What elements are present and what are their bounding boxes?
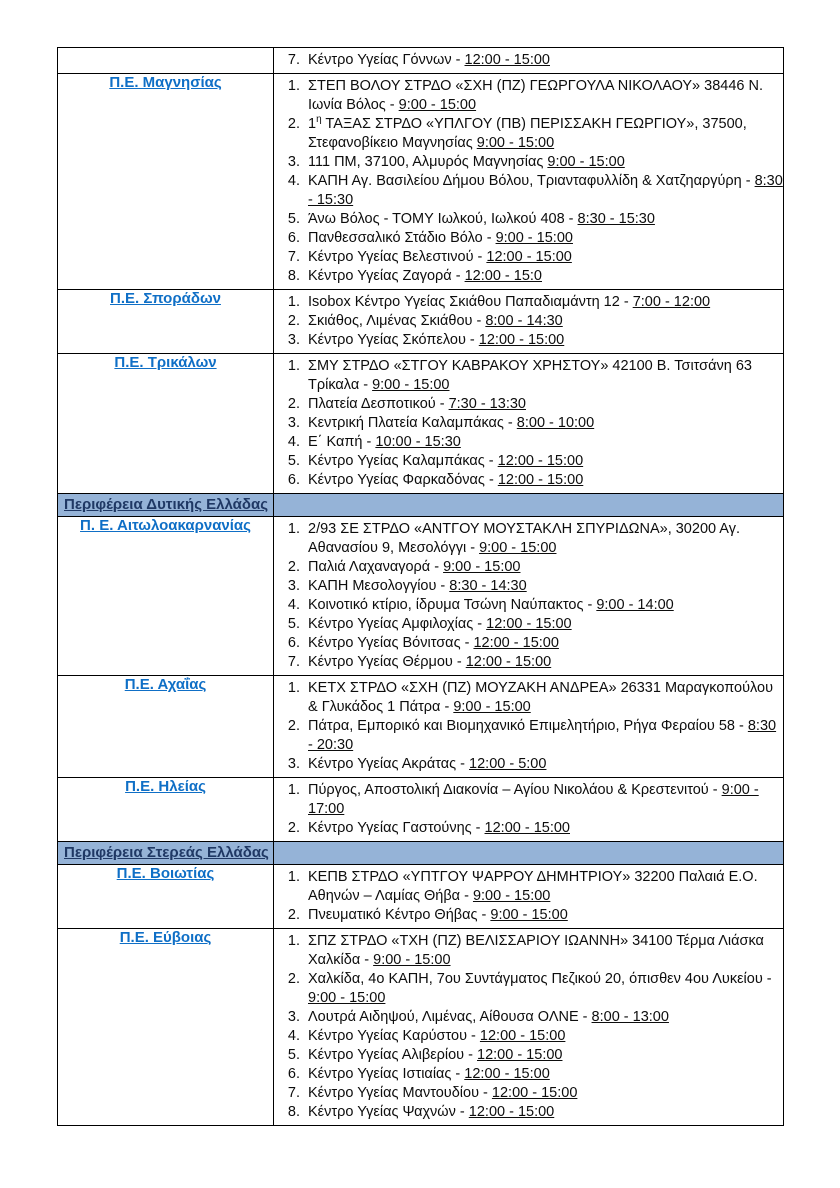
region-row <box>58 74 784 290</box>
location-item: 8. Κέντρο Υγείας Ψαχνών - 12:00 - 15:00 <box>304 1103 783 1122</box>
location-item: 3. Κεντρική Πλατεία Καλαμπάκας - 8:00 - 10:00 <box>304 414 783 433</box>
location-item: 5. Κέντρο Υγείας Καλαμπάκας - 12:00 - 15:00 <box>304 452 783 471</box>
region-link[interactable]: Π.Ε. Βοιωτίας <box>116 865 215 882</box>
location-item: 2. Παλιά Λαχαναγορά - 9:00 - 15:00 <box>304 558 783 577</box>
location-item: 5. Άνω Βόλος - ΤΟΜΥ Ιωλκού, Ιωλκού 408 - 8:30 - 15:30 <box>304 210 783 229</box>
schedule-table-body <box>58 48 784 1126</box>
opening-hours: 7:00 - 12:00 <box>632 294 711 310</box>
opening-hours: 8:30 - 15:30 <box>308 173 783 208</box>
opening-hours: 12:00 - 15:00 <box>486 249 572 265</box>
opening-hours: 12:00 - 15:00 <box>464 1066 550 1082</box>
items-cell <box>274 929 784 1126</box>
region-row <box>58 865 784 929</box>
location-item: 2. Χαλκίδα, 4ο ΚΑΠΗ, 7ου Συντάγματος Πεζικού 20, όπισθεν 4ου Λυκείου - 9:00 - 15:00 <box>304 970 783 1008</box>
location-text: 1 <box>308 116 317 132</box>
region-cell <box>58 74 274 290</box>
opening-hours: 9:00 - 15:00 <box>373 952 451 968</box>
opening-hours: 12:00 - 15:00 <box>491 1085 578 1101</box>
opening-hours: 7:30 - 13:30 <box>448 396 526 412</box>
region-link[interactable]: Π. Ε. Αιτωλοακαρνανίας <box>80 517 251 534</box>
section-empty-cell <box>274 494 784 517</box>
location-item: 3. Κέντρο Υγείας Ακράτας - 12:00 - 5:00 <box>304 755 783 774</box>
opening-hours: 8:30 - 15:30 <box>577 211 655 227</box>
location-item: 1. ΣΜΥ ΣΤΡΔΟ «ΣΤΓΟΥ ΚΑΒΡΑΚΟΥ ΧΡΗΣΤΟΥ» 42100 Β. Τσιτσάνη 63 Τρίκαλα - 9:00 - 15:00 <box>304 357 783 395</box>
section-title: Περιφέρεια Στερεάς Ελλάδας <box>64 844 269 861</box>
region-cell <box>58 354 274 494</box>
location-item: 3. ΚΑΠΗ Μεσολογγίου - 8:30 - 14:30 <box>304 577 783 596</box>
region-cell <box>58 48 274 74</box>
opening-hours: 12:00 - 15:00 <box>477 1047 563 1063</box>
schedule-table <box>57 47 784 1126</box>
opening-hours: 9:00 - 15:00 <box>453 699 531 715</box>
opening-hours: 12:00 - 5:00 <box>469 756 547 772</box>
region-cell <box>58 290 274 354</box>
location-list <box>274 293 783 350</box>
opening-hours: 9:00 - 15:00 <box>490 907 568 923</box>
location-item: 7. Κέντρο Υγείας Βελεστινού - 12:00 - 15:00 <box>304 248 783 267</box>
location-item: 6. Κέντρο Υγείας Βόνιτσας - 12:00 - 15:00 <box>304 634 783 653</box>
region-row <box>58 929 784 1126</box>
section-header-row <box>58 494 784 517</box>
section-title-cell <box>58 494 274 517</box>
location-item: 7. Κέντρο Υγείας Θέρμου - 12:00 - 15:00 <box>304 653 783 672</box>
opening-hours: 12:00 - 15:00 <box>465 654 552 670</box>
location-list <box>274 51 783 70</box>
location-item: 2. Πνευματικό Κέντρο Θήβας - 9:00 - 15:00 <box>304 906 783 925</box>
location-list <box>274 868 783 925</box>
location-item: 2. Πάτρα, Εμπορικό και Βιομηχανικό Επιμελητήριο, Ρήγα Φεραίου 58 - 8:30 - 20:30 <box>304 717 783 755</box>
location-item: 1. ΣΤΕΠ ΒΟΛΟΥ ΣΤΡΔΟ «ΣΧΗ (ΠΖ) ΓΕΩΡΓΟΥΛΑ ΝΙΚΟΛΑΟΥ» 38446 Ν. Ιωνία Βόλος - 9:00 - 15:00 <box>304 77 783 115</box>
opening-hours: 12:00 - 15:00 <box>479 1028 566 1044</box>
region-link[interactable]: Π.Ε. Τρικάλων <box>114 354 217 371</box>
location-item: 1. ΚΕΤΧ ΣΤΡΔΟ «ΣΧΗ (ΠΖ) ΜΟΥΖΑΚΗ ΑΝΔΡΕΑ» 26331 Μαραγκοπούλου & Γλυκάδος 1 Πάτρα - 9:00 - 15:00 <box>304 679 783 717</box>
location-list <box>274 932 783 1122</box>
region-row <box>58 778 784 842</box>
opening-hours: 10:00 - 15:30 <box>375 434 461 450</box>
section-title: Περιφέρεια Δυτικής Ελλάδας <box>64 496 269 513</box>
location-item: 6. Κέντρο Υγείας Φαρκαδόνας - 12:00 - 15:00 <box>304 471 783 490</box>
location-item: 6. Πανθεσσαλικό Στάδιο Βόλο - 9:00 - 15:00 <box>304 229 783 248</box>
location-item: 1. ΚΕΠΒ ΣΤΡΔΟ «ΥΠΤΓΟΥ ΨΑΡΡΟΥ ΔΗΜΗΤΡΙΟΥ» 32200 Παλαιά Ε.Ο. Αθηνών – Λαμίας Θήβα - 9:00 - 15:00 <box>304 868 783 906</box>
items-cell <box>274 865 784 929</box>
opening-hours: 8:30 - 20:30 <box>308 718 777 753</box>
location-item: 4. Κοινοτικό κτίριο, ίδρυμα Τσώνη Ναύπακτος - 9:00 - 14:00 <box>304 596 783 615</box>
opening-hours: 9:00 - 15:00 <box>472 888 551 904</box>
opening-hours: 12:00 - 15:00 <box>484 820 570 836</box>
items-cell <box>274 778 784 842</box>
location-item: 6. Κέντρο Υγείας Ιστιαίας - 12:00 - 15:00 <box>304 1065 783 1084</box>
items-cell <box>274 676 784 778</box>
opening-hours: 12:00 - 15:00 <box>468 1104 555 1120</box>
region-cell <box>58 778 274 842</box>
opening-hours: 12:00 - 15:00 <box>497 453 584 469</box>
location-item: 1. Πύργος, Αποστολική Διακονία – Αγίου Νικολάου & Κρεστενιτού - 9:00 - 17:00 <box>304 781 783 819</box>
location-text: ΤΑΞΑΣ ΣΤΡΔΟ «ΥΠΛΓΟΥ (ΠΒ) ΠΕΡΙΣΣΑΚΗ ΓΕΩΡΓΙΟΥ», 37500, Στεφανοβίκειο Μαγνησίας <box>308 116 747 151</box>
location-item: 3. 111 ΠΜ, 37100, Αλμυρός Μαγνησίας 9:00 - 15:00 <box>304 153 783 172</box>
region-cell <box>58 517 274 676</box>
opening-hours: 12:00 - 15:00 <box>473 635 559 651</box>
location-item: 1. 2/93 ΣΕ ΣΤΡΔΟ «ΑΝΤΓΟΥ ΜΟΥΣΤΑΚΛΗ ΣΠΥΡΙΔΩΝΑ», 30200 Αγ. Αθανασίου 9, Μεσολόγγι - 9:00 - 15:00 <box>304 520 783 558</box>
region-link[interactable]: Π.Ε. Μαγνησίας <box>109 74 222 91</box>
location-item: 4. Κέντρο Υγείας Καρύστου - 12:00 - 15:00 <box>304 1027 783 1046</box>
location-item: 1. Isobox Κέντρο Υγείας Σκιάθου Παπαδιαμάντη 12 - 7:00 - 12:00 <box>304 293 783 312</box>
items-cell <box>274 290 784 354</box>
items-cell <box>274 517 784 676</box>
opening-hours: 12:00 - 15:00 <box>464 52 550 68</box>
location-item: 2. Κέντρο Υγείας Γαστούνης - 12:00 - 15:00 <box>304 819 783 838</box>
location-item: 5. Κέντρο Υγείας Αλιβερίου - 12:00 - 15:00 <box>304 1046 783 1065</box>
location-item: 8. Κέντρο Υγείας Ζαγορά - 12:00 - 15:0 <box>304 267 783 286</box>
location-list <box>274 781 783 838</box>
section-empty-cell <box>274 842 784 865</box>
location-item: 2. Σκιάθος, Λιμένας Σκιάθου - 8:00 - 14:30 <box>304 312 783 331</box>
opening-hours: 9:00 - 15:00 <box>398 97 477 113</box>
region-row <box>58 48 784 74</box>
opening-hours: 9:00 - 15:00 <box>547 154 625 170</box>
region-row <box>58 290 784 354</box>
region-row <box>58 354 784 494</box>
items-cell <box>274 354 784 494</box>
opening-hours: 12:00 - 15:00 <box>497 472 584 488</box>
opening-hours: 8:00 - 10:00 <box>516 415 595 431</box>
location-text: η <box>316 114 322 126</box>
location-item: 3. Κέντρο Υγείας Σκόπελου - 12:00 - 15:00 <box>304 331 783 350</box>
opening-hours: 9:00 - 15:00 <box>308 990 386 1006</box>
region-link[interactable]: Π.Ε. Εύβοιας <box>119 929 212 946</box>
opening-hours: 12:00 - 15:00 <box>478 332 565 348</box>
opening-hours: 9:00 - 17:00 <box>308 782 759 817</box>
location-item <box>304 115 783 153</box>
location-item: 2. Πλατεία Δεσποτικού - 7:30 - 13:30 <box>304 395 783 414</box>
location-item: 4. ΚΑΠΗ Αγ. Βασιλείου Δήμου Βόλου, Τριανταφυλλίδη & Χατζηαργύρη - 8:30 - 15:30 <box>304 172 783 210</box>
location-item: 7. Κέντρο Υγείας Μαντουδίου - 12:00 - 15:00 <box>304 1084 783 1103</box>
opening-hours: 12:00 - 15:00 <box>486 616 572 632</box>
opening-hours: 9:00 - 15:00 <box>443 559 521 575</box>
location-item: 4. Ε΄ Καπή - 10:00 - 15:30 <box>304 433 783 452</box>
location-item: 5. Κέντρο Υγείας Αμφιλοχίας - 12:00 - 15:00 <box>304 615 783 634</box>
items-cell <box>274 74 784 290</box>
region-row <box>58 517 784 676</box>
location-item: 1. ΣΠΖ ΣΤΡΔΟ «ΤΧΗ (ΠΖ) ΒΕΛΙΣΣΑΡΙΟΥ ΙΩΑΝΝΗ» 34100 Τέρμα Λιάσκα Χαλκίδα - 9:00 - 15:00 <box>304 932 783 970</box>
region-link[interactable]: Π.Ε. Αχαΐας <box>124 676 207 693</box>
opening-hours: 9:00 - 15:00 <box>495 230 573 246</box>
location-list <box>274 679 783 774</box>
opening-hours: 9:00 - 15:00 <box>476 135 555 151</box>
section-title-cell <box>58 842 274 865</box>
location-list <box>274 520 783 672</box>
region-cell <box>58 676 274 778</box>
opening-hours: 9:00 - 15:00 <box>479 540 557 556</box>
opening-hours: 8:00 - 14:30 <box>485 313 563 329</box>
region-link[interactable]: Π.Ε. Ηλείας <box>125 778 206 795</box>
opening-hours: 12:00 - 15:0 <box>464 268 542 284</box>
region-row <box>58 676 784 778</box>
region-link[interactable]: Π.Ε. Σποράδων <box>110 290 221 307</box>
opening-hours: 9:00 - 14:00 <box>596 597 674 613</box>
opening-hours: 8:00 - 13:00 <box>591 1009 669 1025</box>
location-list <box>274 77 783 286</box>
region-cell <box>58 865 274 929</box>
opening-hours: 8:30 - 14:30 <box>449 578 527 594</box>
section-header-row <box>58 842 784 865</box>
opening-hours: 9:00 - 15:00 <box>372 377 450 393</box>
items-cell <box>274 48 784 74</box>
location-item: 7. Κέντρο Υγείας Γόννων - 12:00 - 15:00 <box>304 51 783 70</box>
region-cell <box>58 929 274 1126</box>
location-list <box>274 357 783 490</box>
location-item: 3. Λουτρά Αιδηψού, Λιμένας, Αίθουσα ΟΛΝΕ - 8:00 - 13:00 <box>304 1008 783 1027</box>
